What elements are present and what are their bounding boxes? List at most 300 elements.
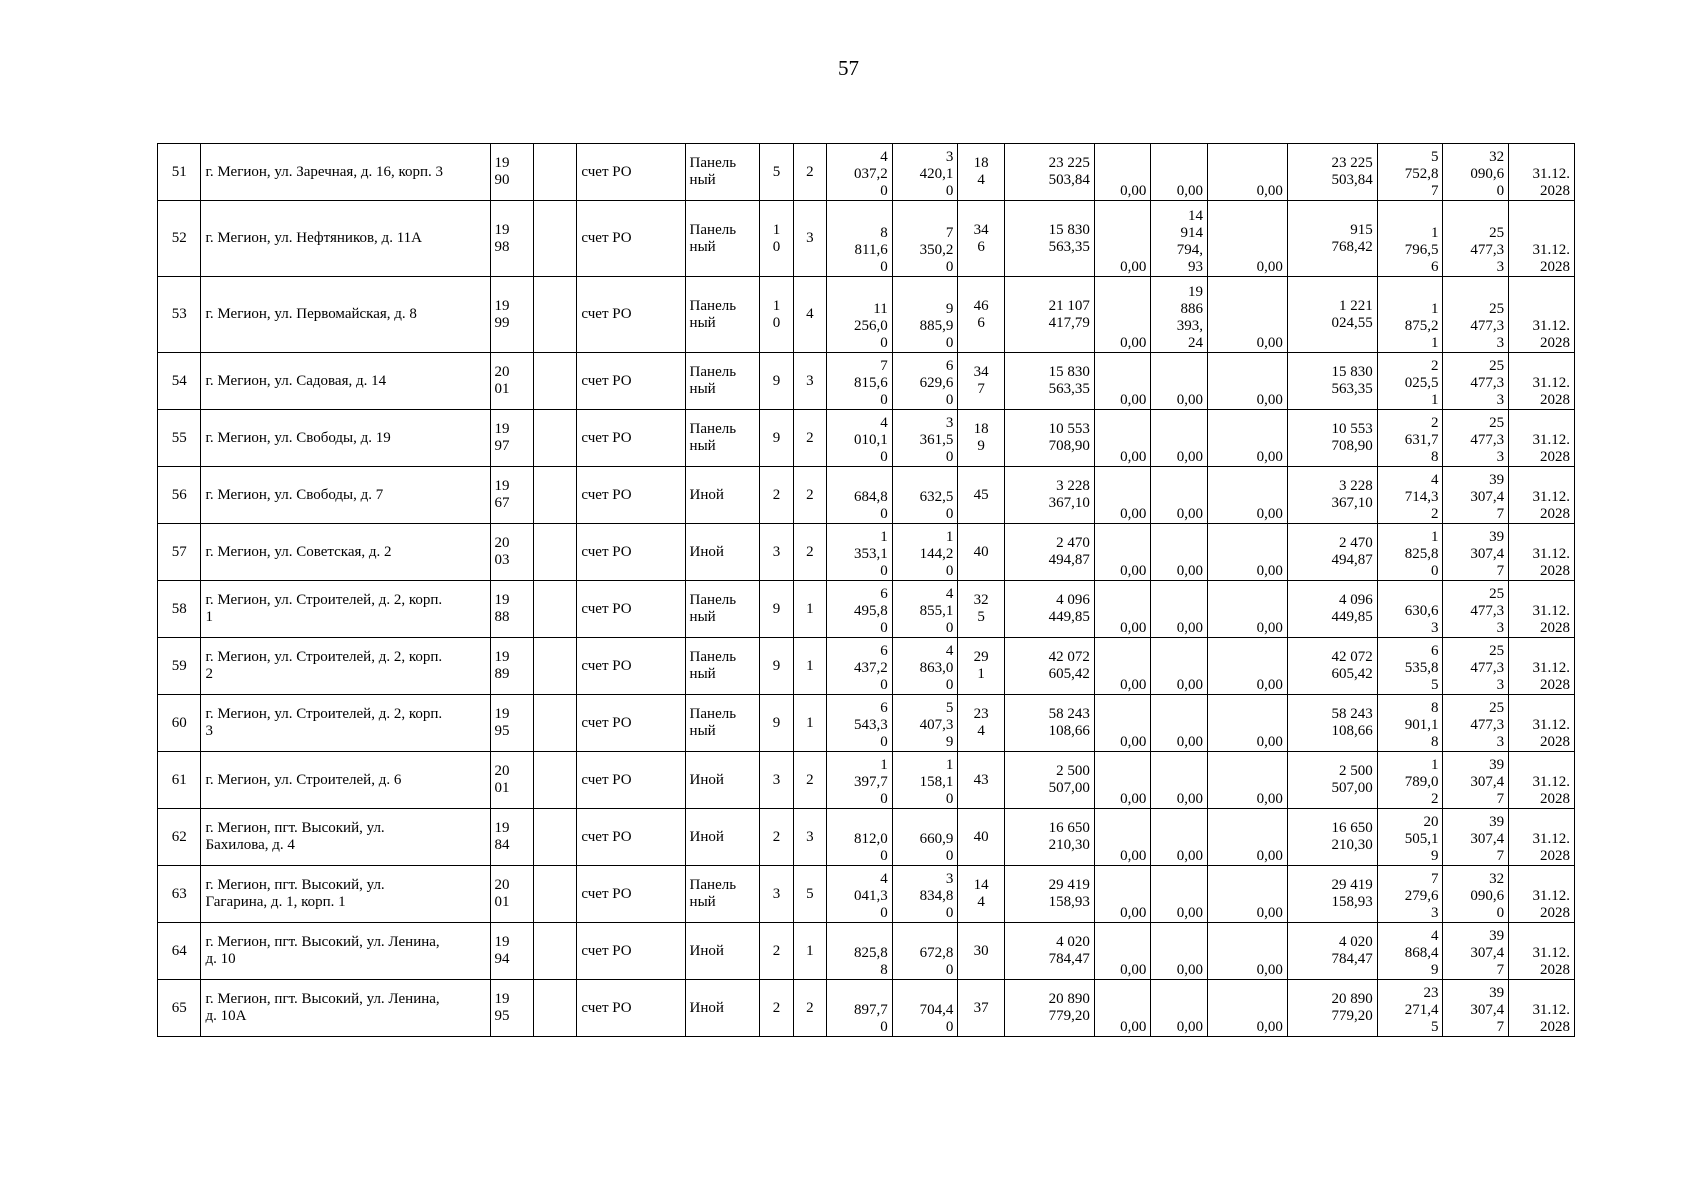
row-number: 54 — [158, 353, 201, 410]
limit-cost: 25 477,3 3 — [1443, 581, 1509, 638]
fund-regional: 0,00 — [1151, 581, 1208, 638]
total-cost: 2 470 494,87 — [1004, 524, 1094, 581]
blank-cell — [533, 638, 576, 695]
row-number: 63 — [158, 866, 201, 923]
completion-date: 31.12. 2028 — [1509, 809, 1575, 866]
fund-method: счет РО — [577, 809, 685, 866]
fund-method: счет РО — [577, 277, 685, 353]
table-row — [158, 581, 1575, 638]
living-area: 3 361,5 0 — [892, 410, 958, 467]
fund-regional: 14 914 794, 93 — [1151, 201, 1208, 277]
unit-cost: 2 025,5 1 — [1377, 353, 1443, 410]
floors-count: 9 — [760, 581, 793, 638]
fund-method: счет РО — [577, 638, 685, 695]
entrances-count: 1 — [793, 695, 826, 752]
fund-municipal: 0,00 — [1208, 277, 1288, 353]
total-area: 1 353,1 0 — [827, 524, 893, 581]
fund-method: счет РО — [577, 923, 685, 980]
row-number: 58 — [158, 581, 201, 638]
limit-cost: 25 477,3 3 — [1443, 638, 1509, 695]
unit-cost: 2 631,7 8 — [1377, 410, 1443, 467]
blank-cell — [533, 144, 576, 201]
fund-owners: 2 470 494,87 — [1287, 524, 1377, 581]
residents-count: 14 4 — [958, 866, 1004, 923]
row-number: 61 — [158, 752, 201, 809]
fund-method: счет РО — [577, 866, 685, 923]
fund-municipal: 0,00 — [1208, 923, 1288, 980]
unit-cost: 23 271,4 5 — [1377, 980, 1443, 1037]
living-area: 660,9 0 — [892, 809, 958, 866]
completion-date: 31.12. 2028 — [1509, 467, 1575, 524]
fund-fed: 0,00 — [1094, 980, 1151, 1037]
fund-fed: 0,00 — [1094, 201, 1151, 277]
build-year: 19 97 — [490, 410, 533, 467]
wall-material: Иной — [685, 980, 760, 1037]
total-cost: 23 225 503,84 — [1004, 144, 1094, 201]
fund-regional: 0,00 — [1151, 866, 1208, 923]
total-cost: 21 107 417,79 — [1004, 277, 1094, 353]
table-row — [158, 752, 1575, 809]
floors-count: 3 — [760, 752, 793, 809]
blank-cell — [533, 695, 576, 752]
row-number: 64 — [158, 923, 201, 980]
wall-material: Панель ный — [685, 353, 760, 410]
total-cost: 4 020 784,47 — [1004, 923, 1094, 980]
entrances-count: 1 — [793, 638, 826, 695]
house-address: г. Мегион, ул. Строителей, д. 2, корп. 1 — [201, 581, 490, 638]
residents-count: 46 6 — [958, 277, 1004, 353]
entrances-count: 3 — [793, 809, 826, 866]
table-row — [158, 638, 1575, 695]
row-number: 62 — [158, 809, 201, 866]
row-number: 59 — [158, 638, 201, 695]
limit-cost: 39 307,4 7 — [1443, 752, 1509, 809]
fund-fed: 0,00 — [1094, 923, 1151, 980]
build-year: 19 95 — [490, 980, 533, 1037]
fund-fed: 0,00 — [1094, 638, 1151, 695]
unit-cost: 5 752,8 7 — [1377, 144, 1443, 201]
total-area: 825,8 8 — [827, 923, 893, 980]
floors-count: 5 — [760, 144, 793, 201]
wall-material: Иной — [685, 809, 760, 866]
residents-count: 30 — [958, 923, 1004, 980]
row-number: 53 — [158, 277, 201, 353]
table-row — [158, 695, 1575, 752]
wall-material: Иной — [685, 467, 760, 524]
row-number: 52 — [158, 201, 201, 277]
wall-material: Панель ный — [685, 638, 760, 695]
fund-regional: 19 886 393, 24 — [1151, 277, 1208, 353]
entrances-count: 1 — [793, 581, 826, 638]
fund-owners: 42 072 605,42 — [1287, 638, 1377, 695]
wall-material: Панель ный — [685, 201, 760, 277]
completion-date: 31.12. 2028 — [1509, 980, 1575, 1037]
entrances-count: 1 — [793, 923, 826, 980]
floors-count: 9 — [760, 353, 793, 410]
residents-count: 45 — [958, 467, 1004, 524]
row-number: 56 — [158, 467, 201, 524]
limit-cost: 39 307,4 7 — [1443, 980, 1509, 1037]
build-year: 19 98 — [490, 201, 533, 277]
table-row — [158, 866, 1575, 923]
residents-count: 29 1 — [958, 638, 1004, 695]
living-area: 4 863,0 0 — [892, 638, 958, 695]
total-area: 4 037,2 0 — [827, 144, 893, 201]
fund-municipal: 0,00 — [1208, 524, 1288, 581]
total-cost: 3 228 367,10 — [1004, 467, 1094, 524]
fund-owners: 20 890 779,20 — [1287, 980, 1377, 1037]
limit-cost: 25 477,3 3 — [1443, 277, 1509, 353]
table-row — [158, 201, 1575, 277]
fund-method: счет РО — [577, 695, 685, 752]
fund-municipal: 0,00 — [1208, 752, 1288, 809]
house-address: г. Мегион, ул. Первомайская, д. 8 — [201, 277, 490, 353]
floors-count: 1 0 — [760, 201, 793, 277]
row-number: 55 — [158, 410, 201, 467]
floors-count: 3 — [760, 866, 793, 923]
living-area: 4 855,1 0 — [892, 581, 958, 638]
entrances-count: 4 — [793, 277, 826, 353]
completion-date: 31.12. 2028 — [1509, 638, 1575, 695]
total-area: 4 041,3 0 — [827, 866, 893, 923]
fund-regional: 0,00 — [1151, 695, 1208, 752]
table-row — [158, 410, 1575, 467]
fund-municipal: 0,00 — [1208, 201, 1288, 277]
fund-method: счет РО — [577, 467, 685, 524]
floors-count: 3 — [760, 524, 793, 581]
total-area: 8 811,6 0 — [827, 201, 893, 277]
residents-count: 34 7 — [958, 353, 1004, 410]
fund-municipal: 0,00 — [1208, 144, 1288, 201]
table-row — [158, 809, 1575, 866]
fund-regional: 0,00 — [1151, 809, 1208, 866]
build-year: 19 89 — [490, 638, 533, 695]
unit-cost: 4 714,3 2 — [1377, 467, 1443, 524]
unit-cost: 1 796,5 6 — [1377, 201, 1443, 277]
limit-cost: 25 477,3 3 — [1443, 695, 1509, 752]
house-address: г. Мегион, пгт. Высокий, ул. Ленина, д. 10А — [201, 980, 490, 1037]
total-area: 7 815,6 0 — [827, 353, 893, 410]
fund-regional: 0,00 — [1151, 923, 1208, 980]
fund-regional: 0,00 — [1151, 752, 1208, 809]
total-area: 684,8 0 — [827, 467, 893, 524]
house-address: г. Мегион, ул. Свободы, д. 7 — [201, 467, 490, 524]
limit-cost: 25 477,3 3 — [1443, 410, 1509, 467]
entrances-count: 2 — [793, 410, 826, 467]
entrances-count: 3 — [793, 353, 826, 410]
wall-material: Панель ный — [685, 866, 760, 923]
fund-method: счет РО — [577, 201, 685, 277]
table-row — [158, 277, 1575, 353]
total-area: 6 437,2 0 — [827, 638, 893, 695]
residents-count: 43 — [958, 752, 1004, 809]
blank-cell — [533, 581, 576, 638]
blank-cell — [533, 277, 576, 353]
house-address: г. Мегион, ул. Строителей, д. 2, корп. 3 — [201, 695, 490, 752]
table-row — [158, 467, 1575, 524]
fund-owners: 29 419 158,93 — [1287, 866, 1377, 923]
floors-count: 2 — [760, 923, 793, 980]
fund-municipal: 0,00 — [1208, 353, 1288, 410]
build-year: 20 01 — [490, 752, 533, 809]
row-number: 60 — [158, 695, 201, 752]
row-number: 57 — [158, 524, 201, 581]
total-cost: 2 500 507,00 — [1004, 752, 1094, 809]
entrances-count: 2 — [793, 467, 826, 524]
fund-regional: 0,00 — [1151, 410, 1208, 467]
build-year: 19 67 — [490, 467, 533, 524]
living-area: 5 407,3 9 — [892, 695, 958, 752]
total-cost: 15 830 563,35 — [1004, 201, 1094, 277]
fund-fed: 0,00 — [1094, 353, 1151, 410]
blank-cell — [533, 467, 576, 524]
unit-cost: 1 825,8 0 — [1377, 524, 1443, 581]
house-address: г. Мегион, ул. Строителей, д. 6 — [201, 752, 490, 809]
fund-method: счет РО — [577, 752, 685, 809]
blank-cell — [533, 752, 576, 809]
total-cost: 58 243 108,66 — [1004, 695, 1094, 752]
house-address: г. Мегион, пгт. Высокий, ул. Бахилова, д. 4 — [201, 809, 490, 866]
build-year: 19 99 — [490, 277, 533, 353]
fund-method: счет РО — [577, 353, 685, 410]
completion-date: 31.12. 2028 — [1509, 752, 1575, 809]
fund-regional: 0,00 — [1151, 467, 1208, 524]
total-cost: 20 890 779,20 — [1004, 980, 1094, 1037]
fund-owners: 58 243 108,66 — [1287, 695, 1377, 752]
blank-cell — [533, 353, 576, 410]
fund-regional: 0,00 — [1151, 144, 1208, 201]
row-number: 51 — [158, 144, 201, 201]
house-address: г. Мегион, ул. Заречная, д. 16, корп. 3 — [201, 144, 490, 201]
floors-count: 2 — [760, 980, 793, 1037]
total-area: 6 495,8 0 — [827, 581, 893, 638]
wall-material: Панель ный — [685, 695, 760, 752]
living-area: 3 834,8 0 — [892, 866, 958, 923]
living-area: 1 158,1 0 — [892, 752, 958, 809]
total-area: 1 397,7 0 — [827, 752, 893, 809]
build-year: 20 01 — [490, 353, 533, 410]
limit-cost: 32 090,6 0 — [1443, 866, 1509, 923]
limit-cost: 32 090,6 0 — [1443, 144, 1509, 201]
wall-material: Иной — [685, 923, 760, 980]
total-cost: 16 650 210,30 — [1004, 809, 1094, 866]
fund-fed: 0,00 — [1094, 277, 1151, 353]
floors-count: 9 — [760, 410, 793, 467]
residents-count: 18 9 — [958, 410, 1004, 467]
residents-count: 23 4 — [958, 695, 1004, 752]
fund-municipal: 0,00 — [1208, 809, 1288, 866]
living-area: 7 350,2 0 — [892, 201, 958, 277]
fund-municipal: 0,00 — [1208, 467, 1288, 524]
completion-date: 31.12. 2028 — [1509, 923, 1575, 980]
fund-regional: 0,00 — [1151, 353, 1208, 410]
total-area: 812,0 0 — [827, 809, 893, 866]
fund-regional: 0,00 — [1151, 524, 1208, 581]
completion-date: 31.12. 2028 — [1509, 866, 1575, 923]
fund-municipal: 0,00 — [1208, 866, 1288, 923]
completion-date: 31.12. 2028 — [1509, 581, 1575, 638]
completion-date: 31.12. 2028 — [1509, 277, 1575, 353]
completion-date: 31.12. 2028 — [1509, 524, 1575, 581]
fund-fed: 0,00 — [1094, 809, 1151, 866]
floors-count: 2 — [760, 809, 793, 866]
fund-regional: 0,00 — [1151, 980, 1208, 1037]
entrances-count: 2 — [793, 980, 826, 1037]
house-address: г. Мегион, ул. Свободы, д. 19 — [201, 410, 490, 467]
fund-fed: 0,00 — [1094, 695, 1151, 752]
fund-owners: 15 830 563,35 — [1287, 353, 1377, 410]
unit-cost: 7 279,6 3 — [1377, 866, 1443, 923]
limit-cost: 39 307,4 7 — [1443, 809, 1509, 866]
fund-fed: 0,00 — [1094, 144, 1151, 201]
fund-fed: 0,00 — [1094, 410, 1151, 467]
completion-date: 31.12. 2028 — [1509, 144, 1575, 201]
floors-count: 1 0 — [760, 277, 793, 353]
house-address: г. Мегион, пгт. Высокий, ул. Ленина, д. 10 — [201, 923, 490, 980]
fund-municipal: 0,00 — [1208, 581, 1288, 638]
house-address: г. Мегион, ул. Садовая, д. 14 — [201, 353, 490, 410]
completion-date: 31.12. 2028 — [1509, 201, 1575, 277]
build-year: 19 95 — [490, 695, 533, 752]
limit-cost: 25 477,3 3 — [1443, 201, 1509, 277]
residents-count: 18 4 — [958, 144, 1004, 201]
wall-material: Панель ный — [685, 144, 760, 201]
entrances-count: 2 — [793, 144, 826, 201]
build-year: 20 03 — [490, 524, 533, 581]
fund-fed: 0,00 — [1094, 524, 1151, 581]
floors-count: 9 — [760, 638, 793, 695]
total-cost: 15 830 563,35 — [1004, 353, 1094, 410]
row-number: 65 — [158, 980, 201, 1037]
fund-municipal: 0,00 — [1208, 980, 1288, 1037]
house-address: г. Мегион, ул. Нефтяников, д. 11А — [201, 201, 490, 277]
entrances-count: 2 — [793, 524, 826, 581]
registry-body — [158, 144, 1575, 1037]
fund-owners: 16 650 210,30 — [1287, 809, 1377, 866]
total-cost: 4 096 449,85 — [1004, 581, 1094, 638]
build-year: 19 90 — [490, 144, 533, 201]
living-area: 6 629,6 0 — [892, 353, 958, 410]
build-year: 20 01 — [490, 866, 533, 923]
fund-method: счет РО — [577, 581, 685, 638]
unit-cost: 1 875,2 1 — [1377, 277, 1443, 353]
blank-cell — [533, 866, 576, 923]
fund-method: счет РО — [577, 144, 685, 201]
unit-cost: 6 535,8 5 — [1377, 638, 1443, 695]
fund-owners: 23 225 503,84 — [1287, 144, 1377, 201]
residents-count: 37 — [958, 980, 1004, 1037]
residents-count: 32 5 — [958, 581, 1004, 638]
living-area: 1 144,2 0 — [892, 524, 958, 581]
fund-owners: 4 020 784,47 — [1287, 923, 1377, 980]
unit-cost: 630,6 3 — [1377, 581, 1443, 638]
unit-cost: 1 789,0 2 — [1377, 752, 1443, 809]
living-area: 704,4 0 — [892, 980, 958, 1037]
total-area: 4 010,1 0 — [827, 410, 893, 467]
entrances-count: 2 — [793, 752, 826, 809]
total-cost: 42 072 605,42 — [1004, 638, 1094, 695]
fund-owners: 1 221 024,55 — [1287, 277, 1377, 353]
limit-cost: 39 307,4 7 — [1443, 467, 1509, 524]
table-row — [158, 353, 1575, 410]
table-row — [158, 980, 1575, 1037]
limit-cost: 39 307,4 7 — [1443, 524, 1509, 581]
fund-municipal: 0,00 — [1208, 410, 1288, 467]
fund-municipal: 0,00 — [1208, 695, 1288, 752]
fund-owners: 4 096 449,85 — [1287, 581, 1377, 638]
living-area: 9 885,9 0 — [892, 277, 958, 353]
build-year: 19 88 — [490, 581, 533, 638]
fund-fed: 0,00 — [1094, 866, 1151, 923]
build-year: 19 84 — [490, 809, 533, 866]
table-row — [158, 144, 1575, 201]
residents-count: 40 — [958, 524, 1004, 581]
living-area: 3 420,1 0 — [892, 144, 958, 201]
fund-municipal: 0,00 — [1208, 638, 1288, 695]
wall-material: Иной — [685, 752, 760, 809]
blank-cell — [533, 201, 576, 277]
blank-cell — [533, 923, 576, 980]
fund-method: счет РО — [577, 524, 685, 581]
unit-cost: 8 901,1 8 — [1377, 695, 1443, 752]
page-number: 57 — [838, 56, 859, 80]
fund-regional: 0,00 — [1151, 638, 1208, 695]
fund-fed: 0,00 — [1094, 581, 1151, 638]
living-area: 672,8 0 — [892, 923, 958, 980]
limit-cost: 25 477,3 3 — [1443, 353, 1509, 410]
unit-cost: 4 868,4 9 — [1377, 923, 1443, 980]
wall-material: Панель ный — [685, 410, 760, 467]
entrances-count: 3 — [793, 201, 826, 277]
total-area: 11 256,0 0 — [827, 277, 893, 353]
residents-count: 40 — [958, 809, 1004, 866]
total-area: 897,7 0 — [827, 980, 893, 1037]
completion-date: 31.12. 2028 — [1509, 410, 1575, 467]
fund-method: счет РО — [577, 410, 685, 467]
residents-count: 34 6 — [958, 201, 1004, 277]
house-address: г. Мегион, ул. Советская, д. 2 — [201, 524, 490, 581]
fund-owners: 2 500 507,00 — [1287, 752, 1377, 809]
unit-cost: 20 505,1 9 — [1377, 809, 1443, 866]
house-address: г. Мегион, пгт. Высокий, ул. Гагарина, д. 1, корп. 1 — [201, 866, 490, 923]
living-area: 632,5 0 — [892, 467, 958, 524]
wall-material: Панель ный — [685, 581, 760, 638]
table-row — [158, 923, 1575, 980]
wall-material: Иной — [685, 524, 760, 581]
floors-count: 9 — [760, 695, 793, 752]
build-year: 19 94 — [490, 923, 533, 980]
blank-cell — [533, 524, 576, 581]
total-cost: 29 419 158,93 — [1004, 866, 1094, 923]
completion-date: 31.12. 2028 — [1509, 353, 1575, 410]
fund-method: счет РО — [577, 980, 685, 1037]
table-row — [158, 524, 1575, 581]
blank-cell — [533, 410, 576, 467]
wall-material: Панель ный — [685, 277, 760, 353]
house-address: г. Мегион, ул. Строителей, д. 2, корп. 2 — [201, 638, 490, 695]
total-area: 6 543,3 0 — [827, 695, 893, 752]
floors-count: 2 — [760, 467, 793, 524]
entrances-count: 5 — [793, 866, 826, 923]
fund-owners: 915 768,42 — [1287, 201, 1377, 277]
housing-registry-table — [157, 143, 1575, 1037]
fund-fed: 0,00 — [1094, 752, 1151, 809]
total-cost: 10 553 708,90 — [1004, 410, 1094, 467]
fund-owners: 10 553 708,90 — [1287, 410, 1377, 467]
blank-cell — [533, 980, 576, 1037]
blank-cell — [533, 809, 576, 866]
fund-owners: 3 228 367,10 — [1287, 467, 1377, 524]
